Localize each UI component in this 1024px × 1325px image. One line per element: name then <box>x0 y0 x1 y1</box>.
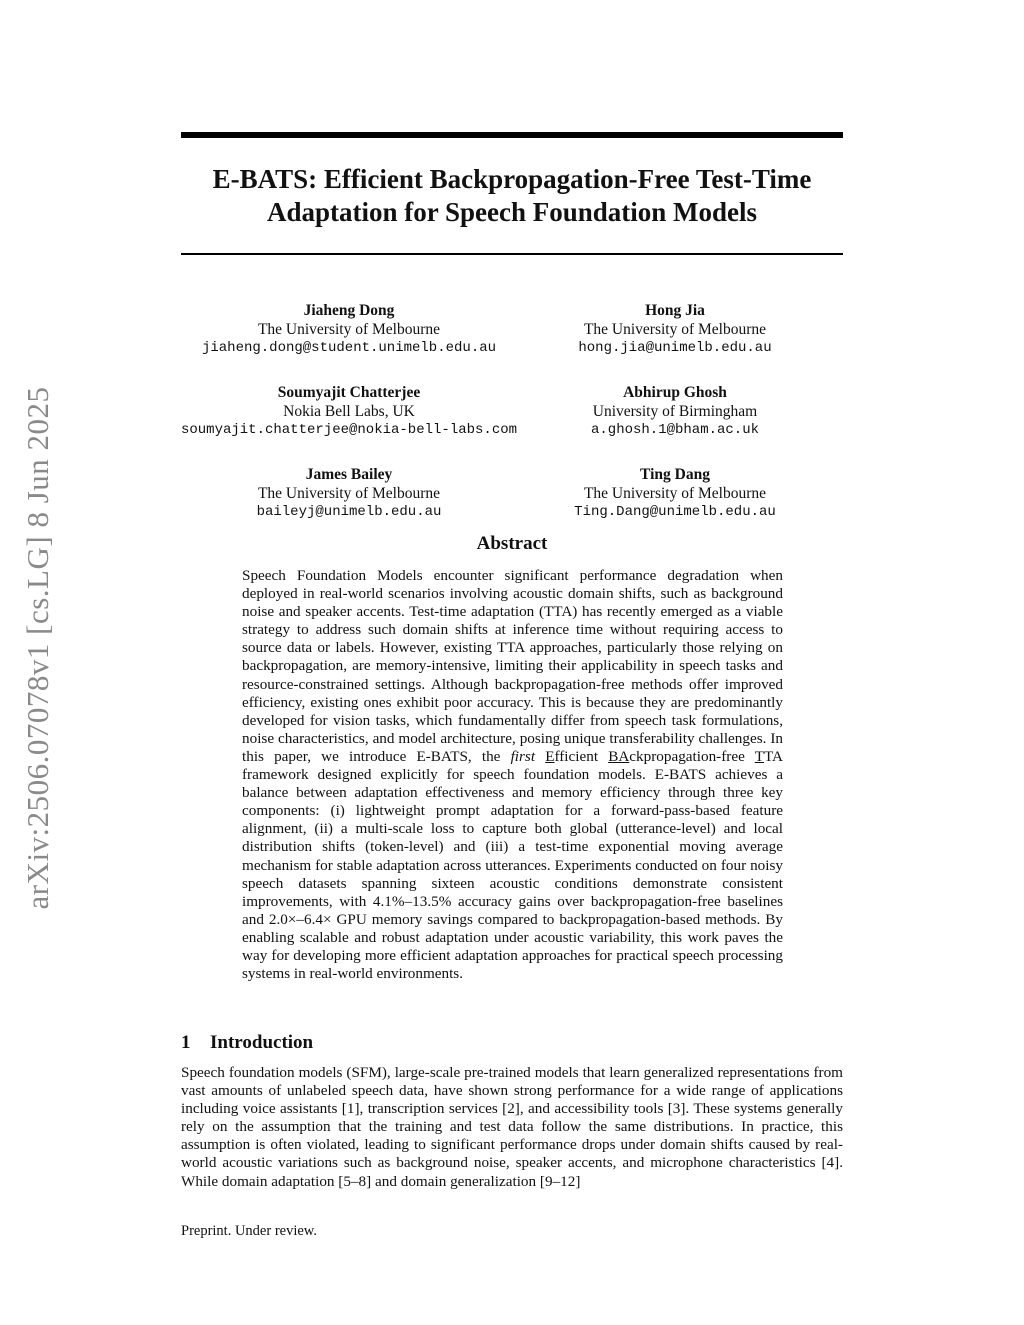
author-affiliation: Nokia Bell Labs, UK <box>283 403 415 420</box>
section-heading-introduction <box>181 1032 313 1054</box>
section-number: 1 <box>181 1032 191 1053</box>
author-affiliation: The University of Melbourne <box>583 321 767 338</box>
acronym-letters-ba: BA <box>608 747 630 765</box>
author-name: Abhirup Ghosh <box>623 384 727 401</box>
author-name: Ting Dang <box>640 466 710 483</box>
author-name: James Bailey <box>305 466 393 483</box>
arxiv-identifier-text: arXiv:2506.07078v1 [cs.LG] 8 Jun 2025 <box>20 386 55 910</box>
title-line-1: E-BATS: Efficient Backpropagation-Free Test-Time <box>212 164 812 194</box>
title-top-rule <box>181 132 843 138</box>
acronym-rest-backpropagation: ckpropagation-free <box>629 747 745 765</box>
abstract-text-part-1: Speech Foundation Models encounter significant performance degradation when deployed in real-world scenarios involving acoustic domain shifts, such as background noise and speaker accents. Test-time adaptation (TTA) has recently emerged as a viable strategy to address such domain shifts at inference time without requiring access to source data or labels. However, existing TTA approaches, particularly those relying on backpropagation, are memory-intensive, limiting their applicability in speech tasks and resource-constrained settings. Although backpropagation-free methods offer improved efficiency, existing ones exhibit poor accuracy. This is because they are predominantly developed for vision tasks, which fundamentally differ from speech task formulations, noise characteristics, and model architecture, posing unique transferability challenges. In this paper, we introduce E-BATS, the <box>242 567 783 765</box>
author-name: Jiaheng Dong <box>303 302 395 319</box>
abstract-body <box>242 567 783 983</box>
author-email[interactable]: hong.jia@unimelb.edu.au <box>578 340 772 356</box>
acronym-letter-e: E <box>545 747 555 765</box>
abstract-paragraph <box>242 567 783 983</box>
title-bottom-rule <box>181 253 843 255</box>
author-affiliation: The University of Melbourne <box>257 485 441 502</box>
abstract-heading: Abstract <box>476 533 548 554</box>
abstract-text-part-2: TA framework designed explicitly for speech foundation models. E-BATS achieves a balance between adaptation effectiveness and memory efficiency through three key components: (i) lightweight prompt adaptation for a forward-pass-based feature alignment, (ii) a multi-scale loss to capture both global (utterance-level) and local distribution shifts (token-level) and (iii) a test-time exponential moving average mechanism for stable adaptation across utterances. Experiments conducted on four noisy speech datasets spanning sixteen acoustic conditions demonstrate consistent improvements, with 4.1%–13.5% accuracy gains over backpropagation-free baselines and 2.0×–6.4× GPU memory savings compared to backpropagation-based methods. By enabling scalable and robust adaptation under acoustic variability, this work paves the way for developing more efficient adaptation approaches for practical speech processing systems in real-world environments. <box>242 747 784 983</box>
paper-title <box>181 163 843 229</box>
introduction-paragraph: Speech foundation models (SFM), large-scale pre-trained models that learn generalized representations from vast amounts of unlabeled speech data, have shown strong performance for a wide range of applications including voice assistants [1], transcription services [2], and accessibility tools [3]. These systems generally rely on the assumption that the training and test data follow the same distributions. In practice, this assumption is often violated, leading to significant performance drops under domain shifts caused by real-world acoustic variations such as background noise, speaker accents, and microphone characteristics [4]. While domain adaptation [5–8] and domain generalization [9–12] <box>181 1064 843 1190</box>
title-line-2: Adaptation for Speech Foundation Models <box>266 197 758 227</box>
author-email[interactable]: Ting.Dang@unimelb.edu.au <box>574 504 776 520</box>
author-email[interactable]: soumyajit.chatterjee@nokia-bell-labs.com <box>180 422 518 438</box>
author-email[interactable]: a.ghosh.1@bham.ac.uk <box>590 422 760 438</box>
acronym-rest-efficient: fficient <box>554 747 599 765</box>
author-name: Soumyajit Chatterjee <box>277 384 421 401</box>
abstract-emphasis-first: first <box>510 747 536 765</box>
author-block <box>465 465 885 522</box>
section-title: Introduction <box>210 1032 314 1053</box>
author-block <box>465 383 885 440</box>
acronym-letter-t: T <box>754 747 764 765</box>
author-affiliation: The University of Melbourne <box>257 321 441 338</box>
author-email[interactable]: jiaheng.dong@student.unimelb.edu.au <box>201 340 497 356</box>
author-block <box>465 301 885 358</box>
footer-note: Preprint. Under review. <box>181 1223 317 1239</box>
author-affiliation: The University of Melbourne <box>583 485 767 502</box>
author-affiliation: University of Birmingham <box>592 403 758 420</box>
author-name: Hong Jia <box>645 302 705 319</box>
author-email[interactable]: baileyj@unimelb.edu.au <box>256 504 442 520</box>
